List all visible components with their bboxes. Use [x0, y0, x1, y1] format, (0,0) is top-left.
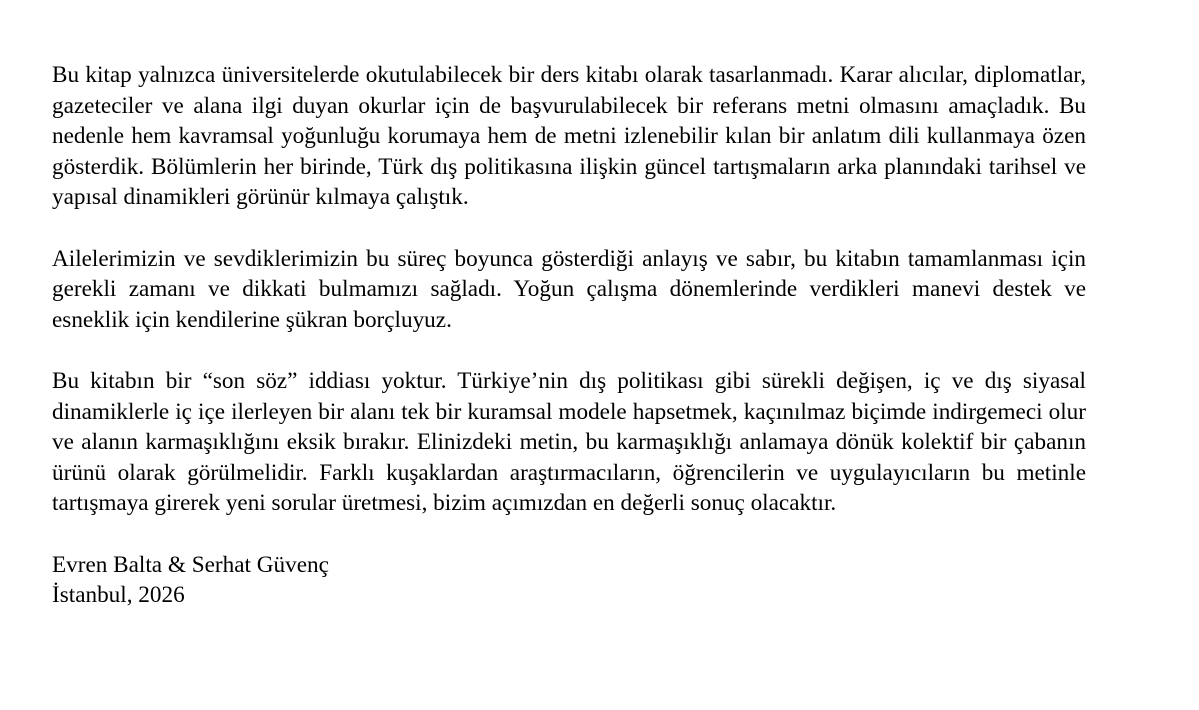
signature-place-date: İstanbul, 2026 [52, 582, 185, 609]
paragraph-closing: Bu kitabın bir “son söz” iddiası yoktur. Türkiye’nin dış politikası gibi sürekli değişen, iç ve dış siyasal dinamiklerle iç içe ilerleyen bir alanı tek bir kuramsal modele hapsetmek, kaçınılmaz biçimde indirgemeci olur ve alanın karmaşıklığını eksik bırakır. Elinizdeki metin, bu karmaşıklığı anlamaya dönük kolektif bir çabanın ürünü olarak görülmelidir. Farklı kuşaklardan araştırmacıların, öğrencilerin ve uygulayıcıların bu metinle tartışmaya girerek yeni sorular üretmesi, bizim açımızdan en değerli sonuç olacaktır. [52, 367, 1086, 517]
signature-authors: Evren Balta & Serhat Güvenç [52, 551, 329, 578]
document-page [52, 60, 1086, 611]
paragraph-acknowledgement: Ailelerimizin ve sevdiklerimizin bu süreç boyunca gösterdiği anlayış ve sabır, bu kitabın tamamlanması için gerekli zamanı ve dikkati bulmamızı sağladı. Yoğun çalışma dönemlerinde verdikleri manevi destek ve esneklik için kendilerine şükran borçluyuz. [52, 245, 1086, 333]
signature-block [52, 550, 1086, 611]
paragraph-purpose: Bu kitap yalnızca üniversitelerde okutulabilecek bir ders kitabı olarak tasarlanmadı. Karar alıcılar, diplomatlar, gazeteciler ve alana ilgi duyan okurlar için de başvurulabilecek bir referans metni olmasını amaçladık. Bu nedenle hem kavramsal yoğunluğu korumaya hem de metni izlenebilir kılan bir anlatım dili kullanmaya özen gösterdik. Bölümlerin her birinde, Türk dış politikasına ilişkin güncel tartışmaların arka planındaki tarihsel ve yapısal dinamikleri görünür kılmaya çalıştık. [52, 62, 1086, 211]
